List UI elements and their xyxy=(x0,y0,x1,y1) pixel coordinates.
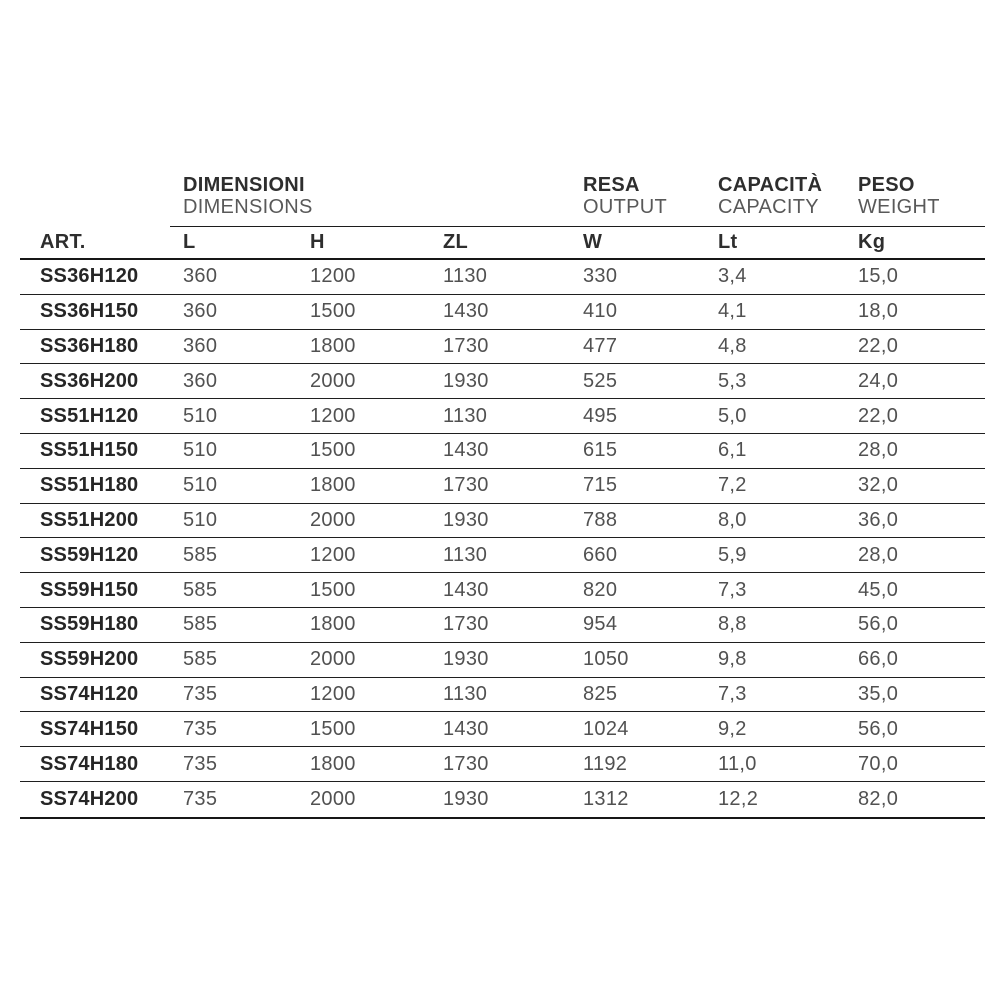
cell-l: 735 xyxy=(183,682,218,705)
cell-lt: 8,8 xyxy=(718,613,747,636)
cell-h: 2000 xyxy=(310,648,356,671)
column-header-w: W xyxy=(583,231,603,253)
column-header-kg: Kg xyxy=(858,231,886,253)
cell-l: 510 xyxy=(183,439,218,462)
cell-kg: 22,0 xyxy=(858,334,899,357)
cell-kg: 36,0 xyxy=(858,508,899,531)
cell-w: 788 xyxy=(583,508,618,531)
cell-art: SS59H180 xyxy=(40,613,139,636)
cell-l: 510 xyxy=(183,508,218,531)
group-subtitle-capacity: CAPACITY xyxy=(718,196,819,218)
cell-art: SS59H200 xyxy=(40,648,139,671)
spec-table xyxy=(20,172,985,819)
cell-lt: 5,9 xyxy=(718,543,747,566)
cell-kg: 35,0 xyxy=(858,682,899,705)
cell-w: 410 xyxy=(583,300,618,323)
cell-h: 1200 xyxy=(310,682,356,705)
cell-zl: 1930 xyxy=(443,648,489,671)
cell-l: 360 xyxy=(183,334,218,357)
group-header-output xyxy=(570,174,705,218)
cell-kg: 28,0 xyxy=(858,439,899,462)
cell-h: 2000 xyxy=(310,508,356,531)
table-row xyxy=(20,747,985,782)
cell-l: 585 xyxy=(183,543,218,566)
cell-kg: 28,0 xyxy=(858,543,899,566)
cell-zl: 1430 xyxy=(443,578,489,601)
cell-w: 1192 xyxy=(583,752,628,775)
table-row xyxy=(20,295,985,330)
cell-h: 1200 xyxy=(310,404,356,427)
cell-kg: 82,0 xyxy=(858,787,899,810)
column-header-zl: ZL xyxy=(443,231,469,253)
table-row xyxy=(20,434,985,469)
cell-h: 2000 xyxy=(310,369,356,392)
cell-zl: 1930 xyxy=(443,787,489,810)
cell-w: 825 xyxy=(583,682,618,705)
cell-h: 1800 xyxy=(310,752,356,775)
cell-art: SS51H200 xyxy=(40,508,139,531)
cell-art: SS36H180 xyxy=(40,334,139,357)
cell-lt: 7,3 xyxy=(718,578,747,601)
cell-w: 615 xyxy=(583,439,618,462)
table-row xyxy=(20,643,985,678)
cell-l: 735 xyxy=(183,717,218,740)
cell-w: 477 xyxy=(583,334,618,357)
cell-l: 360 xyxy=(183,300,218,323)
cell-w: 715 xyxy=(583,474,618,497)
cell-zl: 1430 xyxy=(443,717,489,740)
table-row xyxy=(20,538,985,573)
cell-zl: 1730 xyxy=(443,334,489,357)
cell-kg: 18,0 xyxy=(858,300,899,323)
cell-lt: 7,2 xyxy=(718,474,747,497)
cell-kg: 66,0 xyxy=(858,648,899,671)
cell-art: SS36H150 xyxy=(40,300,139,323)
cell-zl: 1130 xyxy=(443,682,488,705)
cell-lt: 9,8 xyxy=(718,648,747,671)
cell-lt: 9,2 xyxy=(718,717,747,740)
group-header-capacity xyxy=(705,174,845,218)
cell-h: 1500 xyxy=(310,717,356,740)
cell-lt: 4,8 xyxy=(718,334,747,357)
cell-art: SS74H200 xyxy=(40,787,139,810)
cell-art: SS36H120 xyxy=(40,265,139,288)
cell-lt: 3,4 xyxy=(718,265,747,288)
cell-kg: 56,0 xyxy=(858,717,899,740)
column-header-art: ART. xyxy=(40,231,86,253)
cell-art: SS74H150 xyxy=(40,717,139,740)
cell-w: 330 xyxy=(583,265,618,288)
group-header-row xyxy=(20,172,985,226)
cell-art: SS51H180 xyxy=(40,474,139,497)
cell-zl: 1730 xyxy=(443,752,489,775)
cell-art: SS59H150 xyxy=(40,578,139,601)
cell-art: SS59H120 xyxy=(40,543,139,566)
cell-art: SS36H200 xyxy=(40,369,139,392)
cell-h: 1200 xyxy=(310,543,356,566)
cell-l: 585 xyxy=(183,613,218,636)
cell-w: 954 xyxy=(583,613,618,636)
cell-w: 495 xyxy=(583,404,618,427)
group-title-capacita: CAPACITÀ xyxy=(718,174,823,196)
cell-zl: 1430 xyxy=(443,300,489,323)
cell-kg: 15,0 xyxy=(858,265,899,288)
cell-kg: 32,0 xyxy=(858,474,899,497)
cell-h: 2000 xyxy=(310,787,356,810)
cell-zl: 1730 xyxy=(443,613,489,636)
cell-lt: 12,2 xyxy=(718,787,759,810)
table-row xyxy=(20,782,985,817)
group-header-dimensions xyxy=(170,174,570,218)
cell-zl: 1430 xyxy=(443,439,489,462)
cell-kg: 45,0 xyxy=(858,578,899,601)
group-title-peso: PESO xyxy=(858,174,915,196)
cell-h: 1500 xyxy=(310,439,356,462)
cell-lt: 4,1 xyxy=(718,300,747,323)
cell-lt: 5,0 xyxy=(718,404,747,427)
cell-lt: 5,3 xyxy=(718,369,747,392)
cell-l: 585 xyxy=(183,578,218,601)
group-title-resa: RESA xyxy=(583,174,640,196)
cell-l: 735 xyxy=(183,787,218,810)
cell-zl: 1930 xyxy=(443,508,489,531)
cell-h: 1500 xyxy=(310,578,356,601)
column-header-row xyxy=(20,227,985,260)
cell-kg: 22,0 xyxy=(858,404,899,427)
cell-w: 525 xyxy=(583,369,618,392)
cell-kg: 70,0 xyxy=(858,752,899,775)
group-header-weight xyxy=(845,174,985,218)
cell-l: 360 xyxy=(183,265,218,288)
cell-l: 510 xyxy=(183,474,218,497)
cell-h: 1800 xyxy=(310,474,356,497)
table-row xyxy=(20,608,985,643)
cell-l: 735 xyxy=(183,752,218,775)
table-row xyxy=(20,260,985,295)
cell-lt: 8,0 xyxy=(718,508,747,531)
column-header-l: L xyxy=(183,231,196,253)
table-row xyxy=(20,504,985,539)
group-subtitle-output: OUTPUT xyxy=(583,196,668,218)
cell-w: 1024 xyxy=(583,717,629,740)
group-subtitle-weight: WEIGHT xyxy=(858,196,940,218)
cell-w: 660 xyxy=(583,543,618,566)
table-row xyxy=(20,330,985,365)
cell-art: SS74H120 xyxy=(40,682,139,705)
cell-w: 820 xyxy=(583,578,618,601)
cell-h: 1800 xyxy=(310,613,356,636)
cell-zl: 1130 xyxy=(443,404,488,427)
table-row xyxy=(20,399,985,434)
column-header-lt: Lt xyxy=(718,231,738,253)
cell-w: 1312 xyxy=(583,787,629,810)
cell-lt: 6,1 xyxy=(718,439,747,462)
cell-h: 1200 xyxy=(310,265,356,288)
table-row xyxy=(20,573,985,608)
cell-kg: 24,0 xyxy=(858,369,899,392)
cell-w: 1050 xyxy=(583,648,629,671)
cell-zl: 1730 xyxy=(443,474,489,497)
cell-kg: 56,0 xyxy=(858,613,899,636)
cell-lt: 7,3 xyxy=(718,682,747,705)
cell-l: 360 xyxy=(183,369,218,392)
cell-art: SS51H120 xyxy=(40,404,139,427)
group-subtitle-dimensions: DIMENSIONS xyxy=(183,196,313,218)
table-row xyxy=(20,364,985,399)
table-row xyxy=(20,712,985,747)
table-body xyxy=(20,260,985,819)
cell-l: 585 xyxy=(183,648,218,671)
cell-h: 1500 xyxy=(310,300,356,323)
cell-h: 1800 xyxy=(310,334,356,357)
cell-zl: 1930 xyxy=(443,369,489,392)
column-header-h: H xyxy=(310,231,325,253)
cell-art: SS74H180 xyxy=(40,752,139,775)
group-title-dimensioni: DIMENSIONI xyxy=(183,174,305,196)
cell-lt: 11,0 xyxy=(718,752,757,775)
cell-l: 510 xyxy=(183,404,218,427)
table-row xyxy=(20,469,985,504)
cell-art: SS51H150 xyxy=(40,439,139,462)
table-row xyxy=(20,678,985,713)
cell-zl: 1130 xyxy=(443,543,488,566)
cell-zl: 1130 xyxy=(443,265,488,288)
